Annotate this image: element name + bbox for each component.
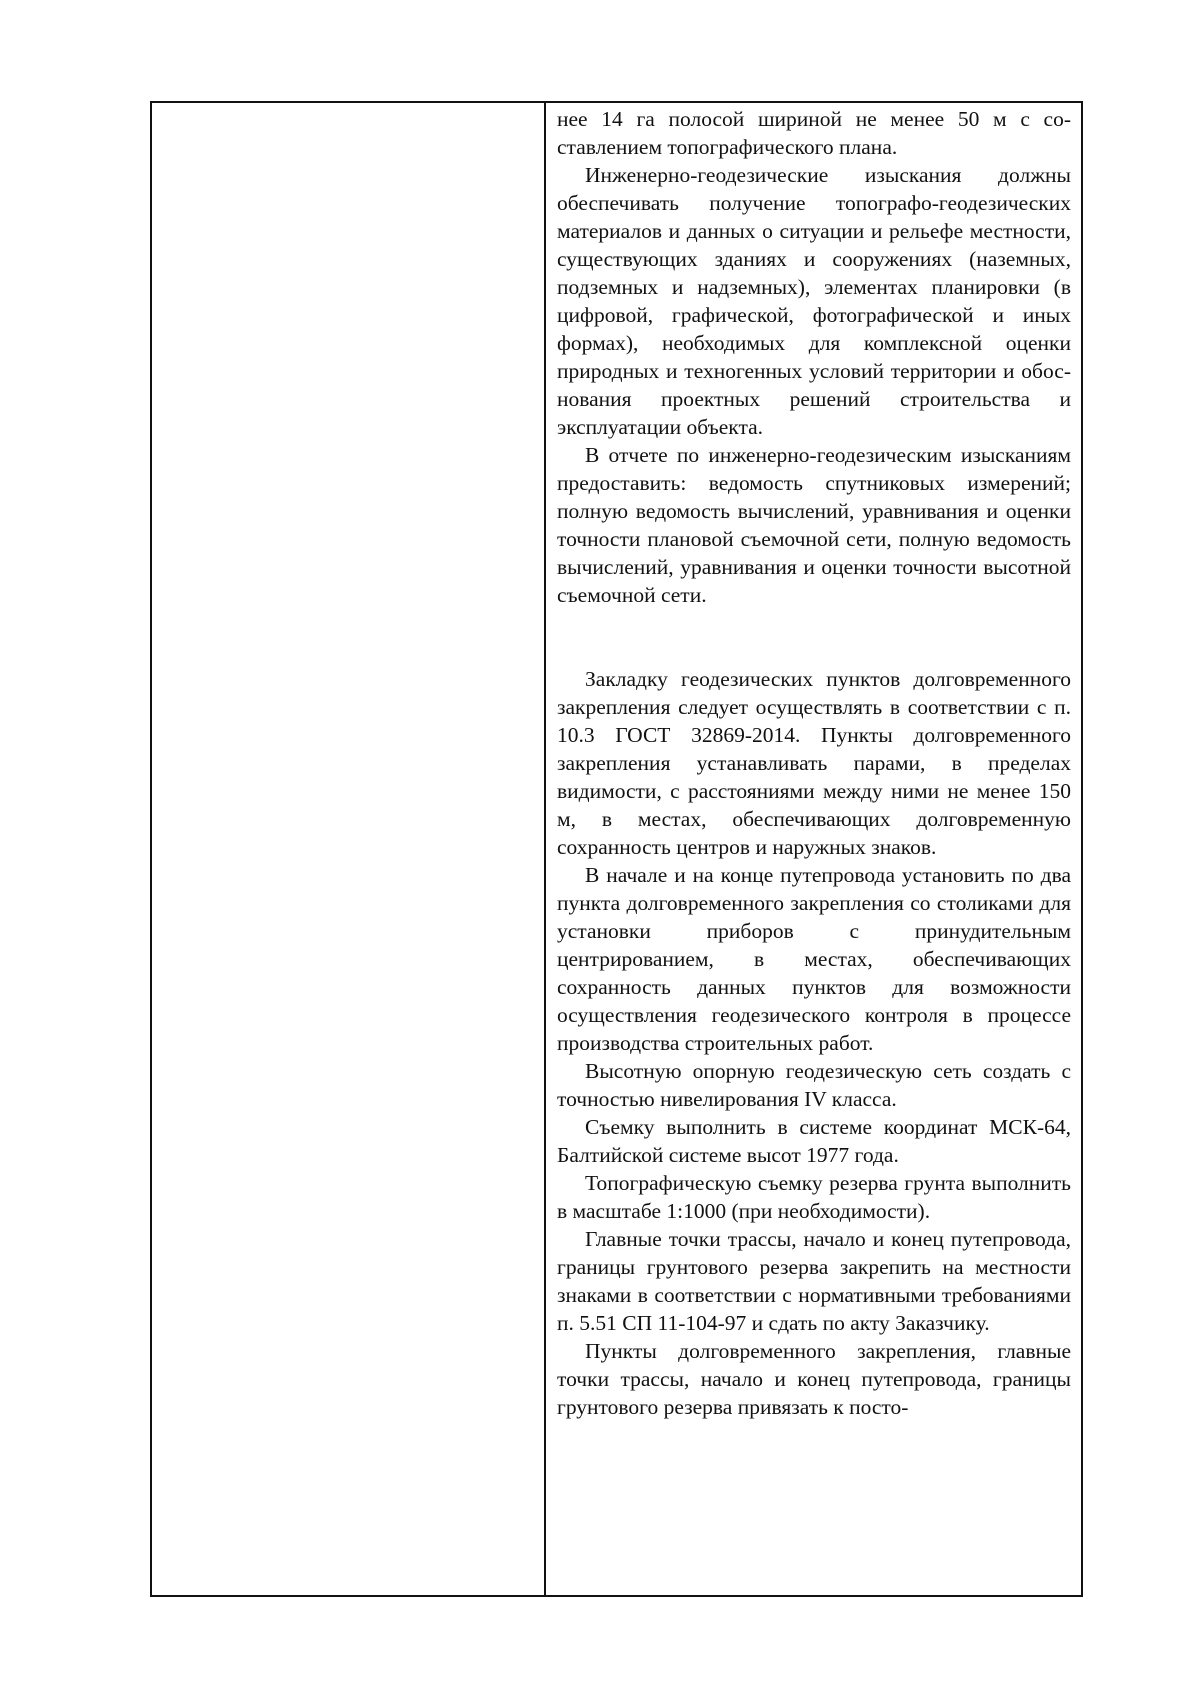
paragraph-route-marking: Главные точки трассы, начало и конец путепровода, границы грунтового резерва закрепить на местности знаками в соответствии с нормативными требованиями п. 5.51 СП 11-104-97 и сдать по акту Заказчику. [557,1227,1071,1335]
table-right-column [546,103,1081,1595]
paragraph-topographic-scale: Топографическую съемку резерва грунта выполнить в масштабе 1:1000 (при необходимости). [557,1171,1071,1223]
paragraph-geodetic-surveys: Инженерно-геодезические изыскания должны обеспечивать получение топографо-геодезических материалов и данных о ситуации и рельефе местности, существующих зданиях и сооружениях (наземных, подземных и надземных), элементах планировки (в цифровой, графической, фотографической и иных формах), необходимых для комплексной оценки природных и техногенных условий территории и обоснования проектных решений строительства и эксплуатации объекта. [557,163,1071,439]
paragraph-coordinate-system: Съемку выполнить в системе координат МСК-64, Балтийской системе высот 1977 года. [557,1115,1071,1167]
paragraph-survey-strip: нее 14 га полосой шириной не менее 50 м с составлением топографического плана. [557,107,1071,159]
paragraph-points-linking: Пункты долговременного закрепления, главные точки трассы, начало и конец путепровода, границы грунтового резерва привязать к посто- [557,1339,1071,1419]
paragraph-leveling-network: Высотную опорную геодезическую сеть создать с точностью нивелирования IV класса. [557,1059,1071,1111]
paragraph-gap [557,609,1071,665]
document-table [150,101,1083,1597]
paragraph-overpass-points: В начале и на конце путепровода установить по два пункта долговременного закрепления со столиками для установки приборов с принудительным центрированием, в местах, обеспечивающих сохранность данных пунктов для возможности осуществления геодезического контроля в процессе производства строительных работ. [557,863,1071,1055]
table-left-column [152,103,546,1595]
paragraph-report-contents: В отчете по инженерно-геодезическим изысканиям предоставить: ведомость спутниковых измерений; полную ведомость вычислений, уравнивания и оценки точности плановой съемочной сети, полную ведомость вычислений, уравнивания и оценки точности высотной съемочной сети. [557,443,1071,607]
paragraph-benchmark-placement: Закладку геодезических пунктов долговременного закрепления следует осуществлять в соответствии с п. 10.3 ГОСТ 32869-2014. Пункты долговременного закрепления устанавливать парами, в пределах видимости, с расстояниями между ними не менее 150 м, в местах, обеспечивающих долговременную сохранность центров и наружных знаков. [557,667,1071,859]
